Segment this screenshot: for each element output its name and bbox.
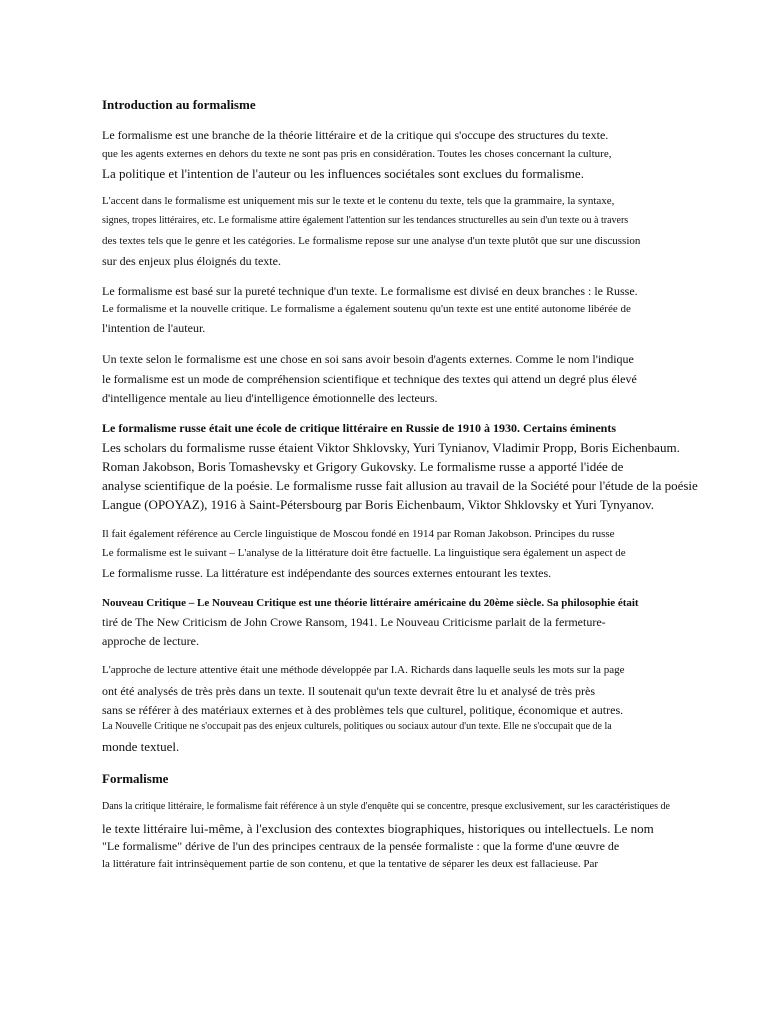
paragraph-line: Le formalisme est le suivant – L'analyse de la littérature doit être factuelle. La linguistique sera également un aspect de	[102, 547, 626, 559]
paragraph-line: la littérature fait intrinsèquement partie de son contenu, et que la tentative de séparer les deux est fallacieuse. Par	[102, 858, 599, 870]
paragraph-line: le formalisme est un mode de compréhension scientifique et technique des textes qui attend un degré plus élevé	[102, 372, 637, 386]
paragraph-line: sur des enjeux plus éloignés du texte.	[102, 254, 281, 268]
paragraph-line: L'accent dans le formalisme est uniquement mis sur le texte et le contenu du texte, tels que la grammaire, la syntaxe,	[102, 195, 615, 207]
paragraph-line: La politique et l'intention de l'auteur ou les influences sociétales sont exclues du formalisme.	[102, 166, 584, 181]
section-heading: Formalisme	[102, 771, 169, 786]
paragraph-line: le texte littéraire lui-même, à l'exclusion des contextes biographiques, historiques ou intellectuels. Le nom	[102, 821, 654, 836]
paragraph-line: l'intention de l'auteur.	[102, 321, 206, 335]
paragraph-line: que les agents externes en dehors du texte ne sont pas pris en considération. Toutes les choses concernant la culture,	[102, 148, 612, 160]
paragraph-line: analyse scientifique de la poésie. Le formalisme russe fait allusion au travail de la Société pour l'étude de la poésie	[102, 478, 698, 493]
paragraph-lead-bold: Le formalisme russe était une école de critique littéraire en Russie de 1910 à 1930. Certains éminents	[102, 421, 617, 435]
paragraph-line: L'approche de lecture attentive était une méthode développée par I.A. Richards dans laquelle seuls les mots sur la page	[102, 664, 625, 676]
paragraph-line: ont été analysés de très près dans un texte. Il soutenait qu'un texte devrait être lu et analysé de très près	[102, 684, 595, 698]
paragraph-line: Le formalisme est basé sur la pureté technique d'un texte. Le formalisme est divisé en deux branches : le Russe.	[102, 284, 638, 298]
paragraph-line: Les scholars du formalisme russe étaient Viktor Shklovsky, Yuri Tynianov, Vladimir Propp, Boris Eichenbaum.	[102, 440, 680, 455]
paragraph-line: Le formalisme est une branche de la théorie littéraire et de la critique qui s'occupe des structures du texte.	[102, 128, 609, 142]
paragraph-lead-bold: Nouveau Critique – Le Nouveau Critique est une théorie littéraire américaine du 20ème siècle. Sa philosophie était	[102, 597, 639, 609]
paragraph-line: Le formalisme et la nouvelle critique. Le formalisme a également soutenu qu'un texte est une entité autonome libérée de	[102, 303, 631, 315]
paragraph-line: Le formalisme russe. La littérature est indépendante des sources externes entourant les textes.	[102, 566, 552, 580]
paragraph-line: des textes tels que le genre et les catégories. Le formalisme repose sur une analyse d'un texte plutôt que sur une discussion	[102, 235, 641, 247]
paragraph-line: Roman Jakobson, Boris Tomashevsky et Grigory Gukovsky. Le formalisme russe a apporté l'idée de	[102, 459, 624, 474]
section-heading: Introduction au formalisme	[102, 97, 256, 112]
paragraph-line: La Nouvelle Critique ne s'occupait pas des enjeux culturels, politiques ou sociaux autour d'un texte. Elle ne s'occupait que de la	[102, 721, 612, 732]
paragraph-line: Il fait également référence au Cercle linguistique de Moscou fondé en 1914 par Roman Jakobson. Principes du russe	[102, 528, 615, 540]
paragraph-line: sans se référer à des matériaux externes et à des problèmes tels que culturel, politique, économique et autres.	[102, 703, 624, 717]
paragraph-line: Langue (OPOYAZ), 1916 à Saint-Pétersbourg par Boris Eichenbaum, Viktor Shklovsky et Yuri Tynyanov.	[102, 497, 654, 512]
paragraph-line: tiré de The New Criticism de John Crowe Ransom, 1941. Le Nouveau Criticisme parlait de la fermeture-	[102, 615, 606, 629]
paragraph-line: d'intelligence mentale au lieu d'intelligence émotionnelle des lecteurs.	[102, 391, 438, 405]
paragraph-line: "Le formalisme" dérive de l'un des principes centraux de la pensée formaliste : que la forme d'une œuvre de	[102, 839, 620, 853]
paragraph-line: approche de lecture.	[102, 634, 199, 648]
paragraph-line: signes, tropes littéraires, etc. Le formalisme attire également l'attention sur les tendances structurelles au sein d'un texte ou à travers	[102, 215, 629, 226]
paragraph-line: Un texte selon le formalisme est une chose en soi sans avoir besoin d'agents externes. Comme le nom l'indique	[102, 352, 634, 366]
paragraph-line: monde textuel.	[102, 739, 180, 754]
paragraph-line: Dans la critique littéraire, le formalisme fait référence à un style d'enquête qui se concentre, presque exclusivement, sur les caractéristiques de	[102, 801, 670, 812]
